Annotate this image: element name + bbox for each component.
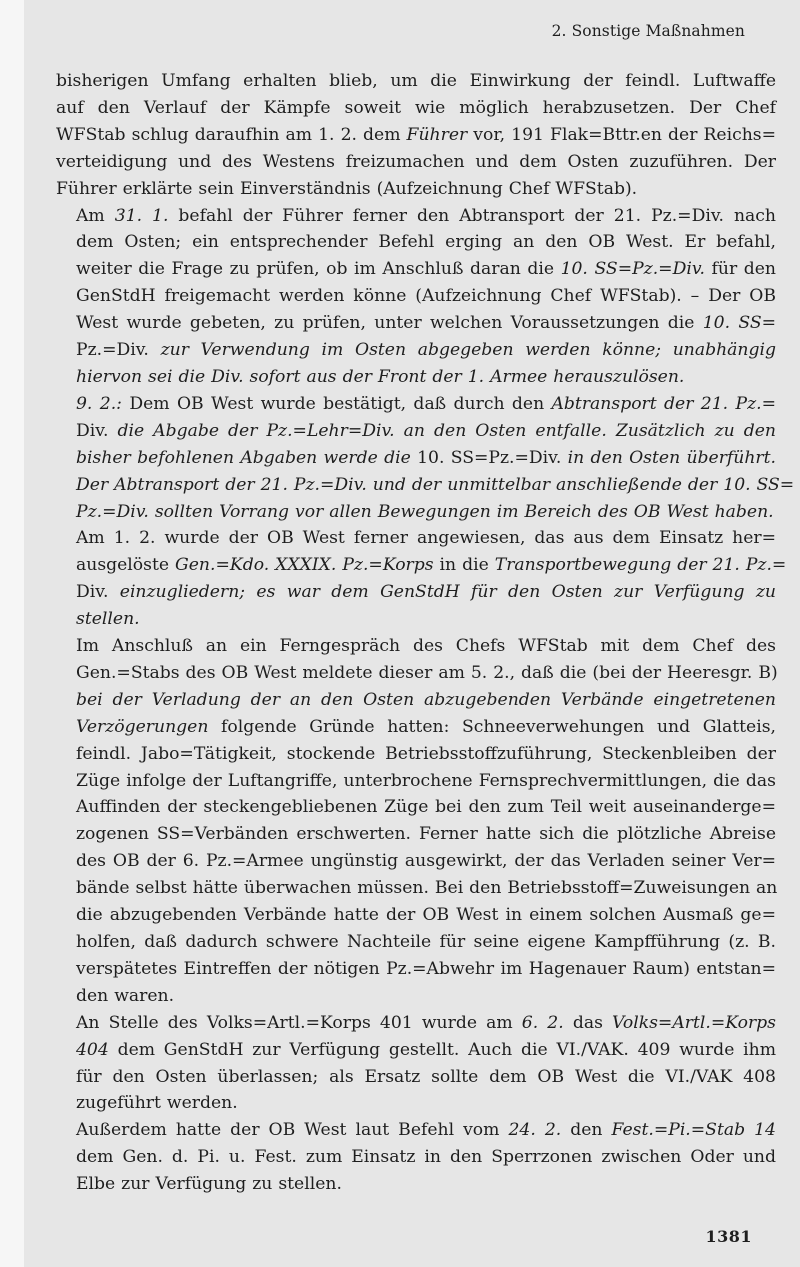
text-line: verspätetes Eintreffen der nötigen Pz.=Abwehr im Hagenauer Raum) entstan= xyxy=(76,958,776,979)
text-line: dem Osten; ein entsprechender Befehl erging an den OB West. Er befahl, xyxy=(76,232,776,253)
text-line: für den Osten überlassen; als Ersatz sollte dem OB West die VI./VAK 408 xyxy=(76,1066,776,1087)
text-line: Verzögerungen folgende Gründe hatten: Schneeverwehungen und Glatteis, xyxy=(76,716,776,737)
text-line: bisher befohlenen Abgaben werde die 10. SS=Pz.=Div. in den Osten überführt. xyxy=(76,447,776,468)
text-line: Auffinden der steckengebliebenen Züge bei den zum Teil weit auseinanderge= xyxy=(76,797,776,818)
paragraph xyxy=(56,1117,776,1198)
text-line: Außerdem hatte der OB West laut Befehl vom 24. 2. den Fest.=Pi.=Stab 14 xyxy=(76,1120,776,1141)
text-line: Führer erklärte sein Einverständnis (Aufzeichnung Chef WFStab). xyxy=(56,178,638,199)
text-line: hiervon sei die Div. sofort aus der Front der 1. Armee herauszulösen. xyxy=(76,366,685,387)
text-line: feindl. Jabo=Tätigkeit, stockende Betriebsstoffzuführung, Steckenbleiben der xyxy=(76,743,776,764)
paragraph xyxy=(56,525,787,633)
text-line: Am 31. 1. befahl der Führer ferner den Abtransport der 21. Pz.=Div. nach xyxy=(76,205,776,226)
text-line: holfen, daß dadurch schwere Nachteile für seine eigene Kampfführung (z. B. xyxy=(76,932,776,952)
text-line: Züge infolge der Luftangriffe, unterbrochene Fernsprechvermittlungen, die das xyxy=(76,770,776,791)
running-head: 2. Sonstige Maßnahmen xyxy=(551,22,745,40)
text-line: auf den Verlauf der Kämpfe soweit wie möglich herabzusetzen. Der Chef xyxy=(56,97,776,118)
text-line: WFStab schlug daraufhin am 1. 2. dem Führer vor, 191 Flak=Bttr.en der Reichs= xyxy=(56,124,776,145)
text-line: GenStdH freigemacht werden könne (Aufzeichnung Chef WFStab). – Der OB xyxy=(76,286,776,307)
scan-margin xyxy=(0,0,24,1267)
text-line: des OB der 6. Pz.=Armee ungünstig ausgewirkt, der das Verladen seiner Ver= xyxy=(76,851,776,872)
text-line: zugeführt werden. xyxy=(76,1093,238,1114)
text-line: Elbe zur Verfügung zu stellen. xyxy=(76,1174,342,1195)
text-line: zogenen SS=Verbänden erschwerten. Ferner hatte sich die plötzliche Abreise xyxy=(76,824,776,845)
text-line: weiter die Frage zu prüfen, ob im Anschluß daran die 10. SS=Pz.=Div. für den xyxy=(76,259,776,280)
text-line: bände selbst hätte überwachen müssen. Bei den Betriebsstoff=Zuweisungen an xyxy=(76,878,778,899)
text-line: West wurde gebeten, zu prüfen, unter welchen Voraussetzungen die 10. SS= xyxy=(76,313,776,334)
text-line: die abzugebenden Verbände hatte der OB West in einem solchen Ausmaß ge= xyxy=(76,905,776,926)
book-page xyxy=(24,0,800,1267)
paragraph xyxy=(56,68,776,203)
text-line: Pz.=Div. zur Verwendung im Osten abgegeben werden könne; unabhängig xyxy=(76,340,776,361)
text-line: ausgelöste Gen.=Kdo. XXXIX. Pz.=Korps in die Transportbewegung der 21. Pz.= xyxy=(76,555,787,576)
text-line: verteidigung und des Westens freizumachen und dem Osten zuzuführen. Der xyxy=(56,151,776,172)
paragraph xyxy=(56,391,795,526)
text-line: Der Abtransport der 21. Pz.=Div. und der unmittelbar anschließende der 10. SS= xyxy=(76,474,795,495)
text-line: stellen. xyxy=(76,609,140,630)
text-line: Div. die Abgabe der Pz.=Lehr=Div. an den Osten entfalle. Zusätzlich zu den xyxy=(76,420,776,441)
body-text xyxy=(56,68,795,1198)
text-line: An Stelle des Volks=Artl.=Korps 401 wurde am 6. 2. das Volks=Artl.=Korps xyxy=(76,1012,776,1033)
text-line: Gen.=Stabs des OB West meldete dieser am 5. 2., daß die (bei der Heeresgr. B) xyxy=(76,662,778,683)
text-line: den waren. xyxy=(76,985,175,1006)
text-line: bisherigen Umfang erhalten blieb, um die Einwirkung der feindl. Luftwaffe xyxy=(56,71,776,91)
text-line: Am 1. 2. wurde der OB West ferner angewiesen, das aus dem Einsatz her= xyxy=(76,528,776,549)
text-line: Im Anschluß an ein Ferngespräch des Chefs WFStab mit dem Chef des xyxy=(76,636,776,657)
paragraph xyxy=(56,633,776,1010)
text-line: dem Gen. d. Pi. u. Fest. zum Einsatz in den Sperrzonen zwischen Oder und xyxy=(76,1147,776,1168)
text-line: 404 dem GenStdH zur Verfügung gestellt. Auch die VI./VAK. 409 wurde ihm xyxy=(76,1039,776,1060)
text-line: bei der Verladung der an den Osten abzugebenden Verbände eingetretenen xyxy=(76,689,776,710)
paragraph xyxy=(56,1010,776,1118)
text-line: Pz.=Div. sollten Vorrang vor allen Bewegungen im Bereich des OB West haben. xyxy=(76,501,774,522)
text-line: 9. 2.: Dem OB West wurde bestätigt, daß durch den Abtransport der 21. Pz.= xyxy=(76,393,776,414)
page-number: 1381 xyxy=(705,1227,752,1246)
text-line: Div. einzugliedern; es war dem GenStdH für den Osten zur Verfügung zu xyxy=(76,582,776,603)
paragraph xyxy=(56,203,776,391)
